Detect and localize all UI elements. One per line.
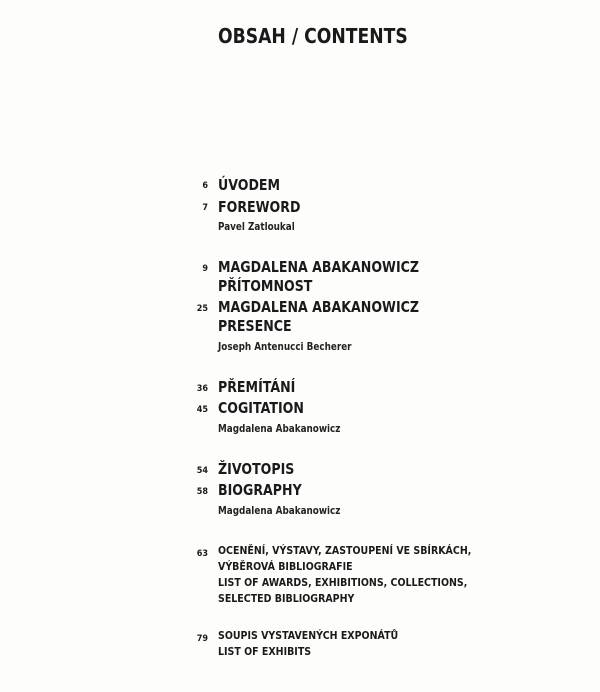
title-line: SELECTED BIBLIOGRAPHY [218,592,355,605]
toc-entry-title[interactable] [218,543,471,607]
page-number: 9 [202,264,208,274]
toc-entry-title[interactable] [218,258,419,296]
toc-entry-title[interactable] [218,298,419,336]
title-line: SOUPIS VYSTAVENÝCH EXPONÁTŮ [218,629,399,642]
page-number: 54 [196,466,208,476]
page-number: 63 [196,549,208,559]
page-number: 36 [196,384,208,394]
toc-author: Magdalena Abakanowicz [218,505,341,517]
page-number: 45 [196,405,208,415]
toc-entry-title[interactable]: FOREWORD [218,198,301,216]
toc-entry-title[interactable]: COGITATION [218,399,304,417]
title-line: LIST OF EXHIBITS [218,645,312,658]
toc-author: Joseph Antenucci Becherer [218,341,352,353]
title-line: MAGDALENA ABAKANOWICZ [218,258,420,276]
toc-entry-title[interactable]: BIOGRAPHY [218,481,302,499]
toc-entry-title[interactable]: ÚVODEM [218,176,281,194]
toc-author: Magdalena Abakanowicz [218,423,341,435]
title-line: LIST OF AWARDS, EXHIBITIONS, COLLECTIONS, [218,576,468,589]
page-number: 7 [202,203,208,213]
title-line: MAGDALENA ABAKANOWICZ [218,298,420,316]
title-line: PRESENCE [218,317,292,335]
toc-author: Pavel Zatloukal [218,221,295,233]
page-number: 79 [196,634,208,644]
page-number: 25 [196,304,208,314]
toc-entry-title[interactable] [218,628,398,660]
title-line: OCENĚNÍ, VÝSTAVY, ZASTOUPENÍ VE SBÍRKÁCH, [218,544,472,557]
page-number: 58 [196,487,208,497]
toc-entry-title[interactable]: ŽIVOTOPIS [218,460,295,478]
toc-entry-title[interactable]: PŘEMÍTÁNÍ [218,378,296,396]
title-line: VÝBĚROVÁ BIBLIOGRAFIE [218,560,353,573]
page-title: OBSAH / CONTENTS [218,24,408,48]
page-number: 6 [202,181,208,191]
title-line: PŘÍTOMNOST [218,277,313,295]
